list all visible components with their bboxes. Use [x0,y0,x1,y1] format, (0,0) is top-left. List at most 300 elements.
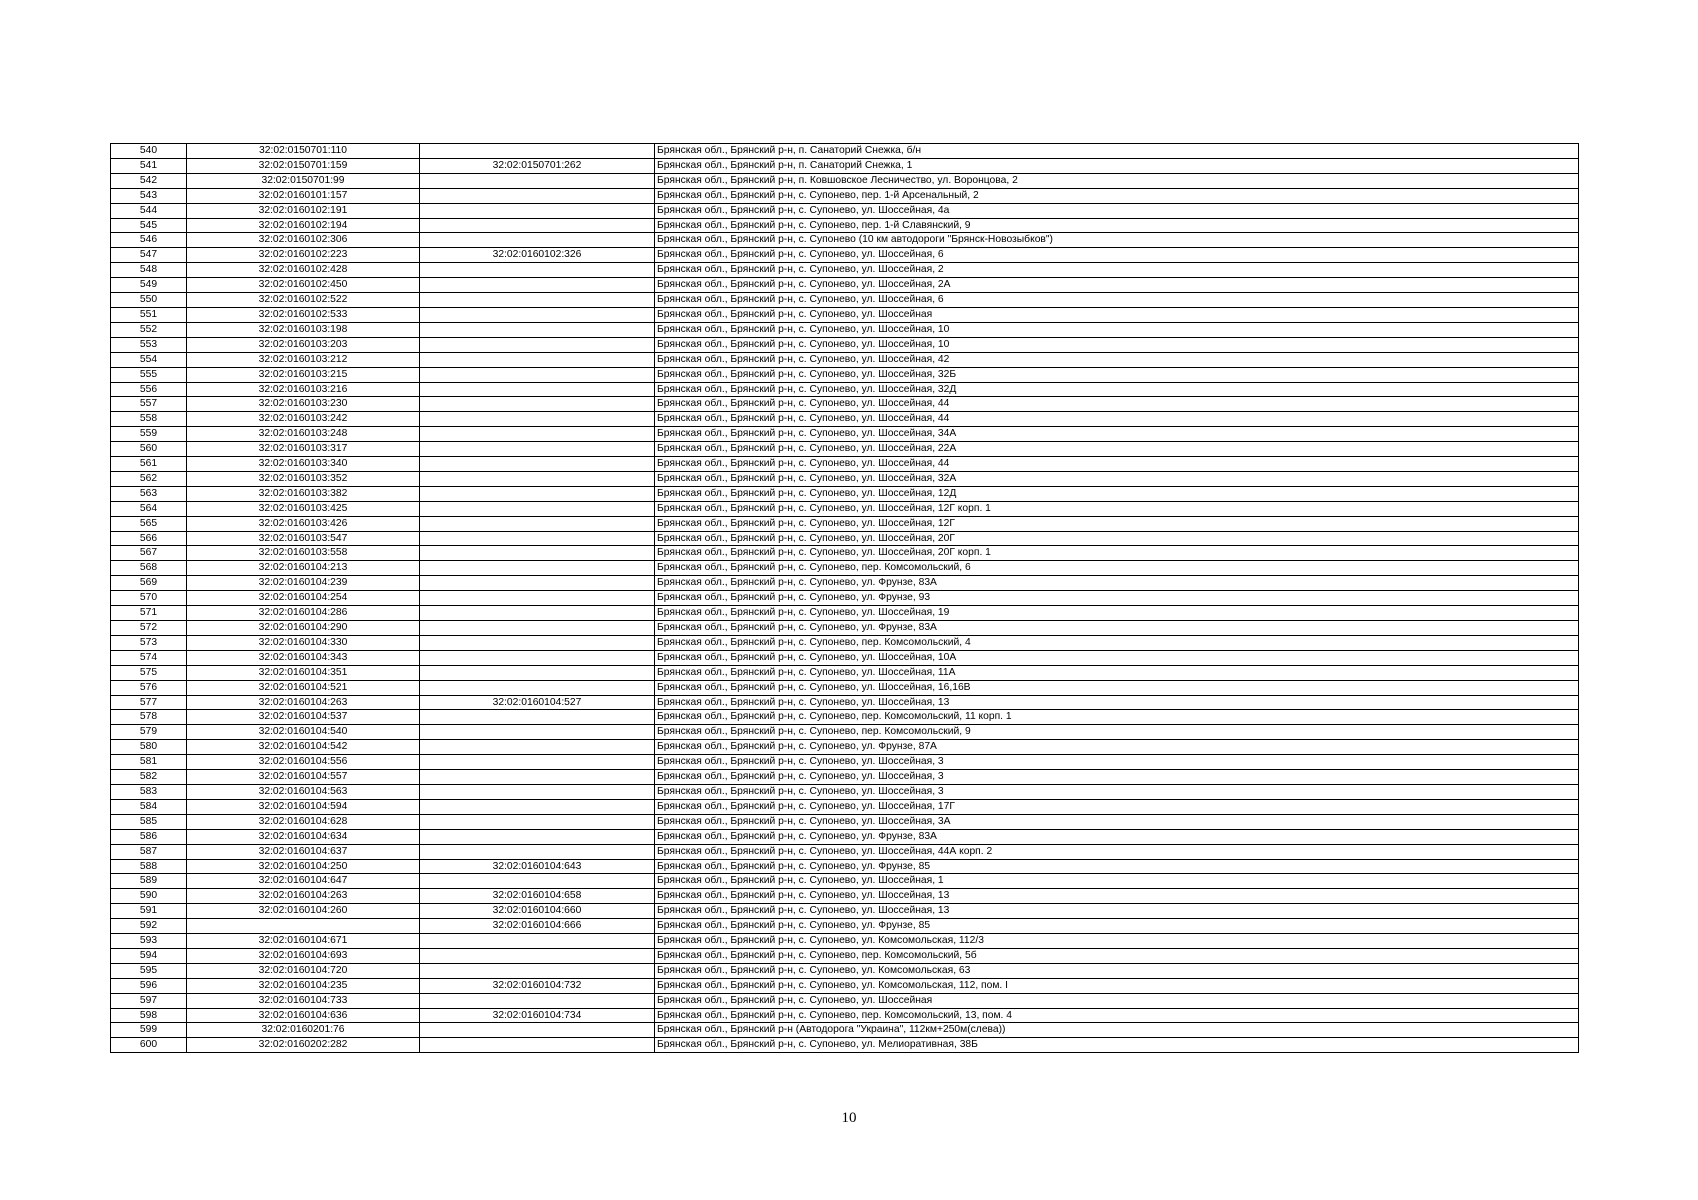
row-number-cell: 596 [111,978,187,993]
cadastral-number-cell: 32:02:0160201:76 [187,1023,420,1038]
row-number-cell: 597 [111,993,187,1008]
cadastral-number-cell: 32:02:0160104:290 [187,621,420,636]
address-cell: Брянская обл., Брянский р-н, с. Супонево, ул. Шоссейная, 19 [655,606,1579,621]
cadastral-number-cell: 32:02:0160104:263 [187,695,420,710]
row-number-cell: 575 [111,665,187,680]
related-cadastral-number-cell [420,442,655,457]
address-cell: Брянская обл., Брянский р-н, с. Супонево, ул. Фрунзе, 83А [655,829,1579,844]
row-number-cell: 541 [111,158,187,173]
table-row [111,561,1579,576]
row-number-cell: 552 [111,322,187,337]
cadastral-number-cell: 32:02:0160104:636 [187,1008,420,1023]
table-row [111,993,1579,1008]
table-row [111,665,1579,680]
row-number-cell: 600 [111,1038,187,1053]
table-row [111,248,1579,263]
cadastral-number-cell: 32:02:0160104:720 [187,963,420,978]
row-number-cell: 551 [111,307,187,322]
address-cell: Брянская обл., Брянский р-н, с. Супонево, ул. Фрунзе, 85 [655,919,1579,934]
address-cell: Брянская обл., Брянский р-н, с. Супонево, ул. Шоссейная, 12Г корп. 1 [655,501,1579,516]
row-number-cell: 568 [111,561,187,576]
related-cadastral-number-cell [420,934,655,949]
table-row [111,263,1579,278]
cadastral-number-cell: 32:02:0160102:306 [187,233,420,248]
table-row [111,963,1579,978]
address-cell: Брянская обл., Брянский р-н, с. Супонево, ул. Комсомольская, 112, пом. I [655,978,1579,993]
address-cell: Брянская обл., Брянский р-н, с. Супонево, ул. Шоссейная, 1 [655,874,1579,889]
row-number-cell: 595 [111,963,187,978]
table-row [111,531,1579,546]
table-row [111,322,1579,337]
related-cadastral-number-cell [420,144,655,159]
related-cadastral-number-cell [420,233,655,248]
row-number-cell: 579 [111,725,187,740]
row-number-cell: 599 [111,1023,187,1038]
address-cell: Брянская обл., Брянский р-н, с. Супонево, ул. Шоссейная, 11А [655,665,1579,680]
table-row [111,919,1579,934]
address-cell: Брянская обл., Брянский р-н, п. Санаторий Снежка, б/н [655,144,1579,159]
address-cell: Брянская обл., Брянский р-н, с. Супонево, ул. Шоссейная, 22А [655,442,1579,457]
table-row [111,755,1579,770]
row-number-cell: 542 [111,173,187,188]
table-row [111,978,1579,993]
address-cell: Брянская обл., Брянский р-н, с. Супонево, ул. Шоссейная, 6 [655,248,1579,263]
cadastral-number-cell: 32:02:0160102:522 [187,293,420,308]
address-cell: Брянская обл., Брянский р-н, с. Супонево, ул. Шоссейная, 13 [655,904,1579,919]
address-cell: Брянская обл., Брянский р-н, с. Супонево, ул. Шоссейная, 44А корп. 2 [655,844,1579,859]
row-number-cell: 598 [111,1008,187,1023]
table-row [111,829,1579,844]
cadastral-number-cell: 32:02:0160104:557 [187,770,420,785]
address-cell: Брянская обл., Брянский р-н, с. Супонево, пер. Комсомольский, 9 [655,725,1579,740]
table-row [111,307,1579,322]
related-cadastral-number-cell [420,486,655,501]
address-cell: Брянская обл., Брянский р-н, с. Супонево, ул. Шоссейная, 42 [655,352,1579,367]
cadastral-number-cell: 32:02:0160104:254 [187,591,420,606]
related-cadastral-number-cell [420,427,655,442]
table-row [111,934,1579,949]
table-row [111,471,1579,486]
address-cell: Брянская обл., Брянский р-н, с. Супонево, ул. Шоссейная, 3 [655,770,1579,785]
address-cell: Брянская обл., Брянский р-н, с. Супонево, ул. Шоссейная, 44 [655,457,1579,472]
row-number-cell: 566 [111,531,187,546]
address-cell: Брянская обл., Брянский р-н, с. Супонево, ул. Фрунзе, 93 [655,591,1579,606]
row-number-cell: 549 [111,278,187,293]
related-cadastral-number-cell [420,352,655,367]
table-row [111,233,1579,248]
table-row [111,397,1579,412]
address-cell: Брянская обл., Брянский р-н, с. Супонево, пер. 1-й Славянский, 9 [655,218,1579,233]
table-row [111,591,1579,606]
cadastral-number-cell: 32:02:0160102:194 [187,218,420,233]
cadastral-number-cell: 32:02:0160102:191 [187,203,420,218]
cadastral-number-cell: 32:02:0160202:282 [187,1038,420,1053]
cadastral-number-cell: 32:02:0160104:628 [187,814,420,829]
address-cell: Брянская обл., Брянский р-н, с. Супонево, ул. Шоссейная, 2А [655,278,1579,293]
table-row [111,814,1579,829]
cadastral-number-cell: 32:02:0160104:521 [187,680,420,695]
related-cadastral-number-cell: 32:02:0160104:643 [420,859,655,874]
related-cadastral-number-cell [420,576,655,591]
row-number-cell: 565 [111,516,187,531]
cadastral-number-cell: 32:02:0160103:212 [187,352,420,367]
cadastral-number-cell: 32:02:0160104:733 [187,993,420,1008]
address-cell: Брянская обл., Брянский р-н, с. Супонево, пер. Комсомольский, 4 [655,635,1579,650]
related-cadastral-number-cell [420,278,655,293]
table-row [111,203,1579,218]
row-number-cell: 585 [111,814,187,829]
cadastral-table [110,143,1579,1053]
related-cadastral-number-cell [420,322,655,337]
address-cell: Брянская обл., Брянский р-н, с. Супонево, ул. Шоссейная, 13 [655,889,1579,904]
related-cadastral-number-cell [420,397,655,412]
cadastral-number-cell: 32:02:0160104:213 [187,561,420,576]
table-row [111,770,1579,785]
row-number-cell: 555 [111,367,187,382]
cadastral-number-cell: 32:02:0160103:425 [187,501,420,516]
address-cell: Брянская обл., Брянский р-н, с. Супонево, ул. Фрунзе, 85 [655,859,1579,874]
cadastral-number-cell: 32:02:0160104:260 [187,904,420,919]
row-number-cell: 558 [111,412,187,427]
row-number-cell: 591 [111,904,187,919]
row-number-cell: 557 [111,397,187,412]
table-row [111,546,1579,561]
address-cell: Брянская обл., Брянский р-н, с. Супонево, ул. Шоссейная, 10 [655,337,1579,352]
row-number-cell: 545 [111,218,187,233]
related-cadastral-number-cell [420,382,655,397]
row-number-cell: 553 [111,337,187,352]
row-number-cell: 580 [111,740,187,755]
table-row [111,799,1579,814]
table-row [111,725,1579,740]
table-row [111,635,1579,650]
cadastral-number-cell: 32:02:0150701:99 [187,173,420,188]
related-cadastral-number-cell [420,263,655,278]
cadastral-number-cell: 32:02:0160104:263 [187,889,420,904]
related-cadastral-number-cell: 32:02:0160104:660 [420,904,655,919]
row-number-cell: 571 [111,606,187,621]
cadastral-number-cell: 32:02:0160103:248 [187,427,420,442]
related-cadastral-number-cell [420,188,655,203]
related-cadastral-number-cell [420,755,655,770]
related-cadastral-number-cell [420,725,655,740]
related-cadastral-number-cell [420,173,655,188]
row-number-cell: 546 [111,233,187,248]
address-cell: Брянская обл., Брянский р-н (Автодорога "Украина", 112км+250м(слева)) [655,1023,1579,1038]
table-row [111,367,1579,382]
address-cell: Брянская обл., Брянский р-н, с. Супонево, ул. Мелиоративная, 38Б [655,1038,1579,1053]
address-cell: Брянская обл., Брянский р-н, с. Супонево, ул. Шоссейная, 6 [655,293,1579,308]
table-row [111,1038,1579,1053]
row-number-cell: 586 [111,829,187,844]
row-number-cell: 594 [111,948,187,963]
row-number-cell: 582 [111,770,187,785]
address-cell: Брянская обл., Брянский р-н, с. Супонево, ул. Шоссейная, 2 [655,263,1579,278]
related-cadastral-number-cell [420,457,655,472]
related-cadastral-number-cell [420,680,655,695]
related-cadastral-number-cell [420,412,655,427]
row-number-cell: 587 [111,844,187,859]
address-cell: Брянская обл., Брянский р-н, с. Супонево, ул. Шоссейная, 44 [655,412,1579,427]
address-cell: Брянская обл., Брянский р-н, с. Супонево, ул. Шоссейная, 44 [655,397,1579,412]
row-number-cell: 560 [111,442,187,457]
cadastral-number-cell: 32:02:0160104:239 [187,576,420,591]
cadastral-number-cell: 32:02:0160104:235 [187,978,420,993]
cadastral-number-cell: 32:02:0160101:157 [187,188,420,203]
row-number-cell: 559 [111,427,187,442]
cadastral-number-cell: 32:02:0160104:563 [187,784,420,799]
related-cadastral-number-cell [420,606,655,621]
cadastral-number-cell [187,919,420,934]
table-row [111,844,1579,859]
table-row [111,337,1579,352]
address-cell: Брянская обл., Брянский р-н, с. Супонево, ул. Шоссейная [655,307,1579,322]
related-cadastral-number-cell: 32:02:0160104:734 [420,1008,655,1023]
table-row [111,173,1579,188]
related-cadastral-number-cell [420,784,655,799]
row-number-cell: 589 [111,874,187,889]
related-cadastral-number-cell [420,874,655,889]
address-cell: Брянская обл., Брянский р-н, с. Супонево, ул. Шоссейная, 32Д [655,382,1579,397]
address-cell: Брянская обл., Брянский р-н, п. Санаторий Снежка, 1 [655,158,1579,173]
table-row [111,1008,1579,1023]
related-cadastral-number-cell [420,591,655,606]
address-cell: Брянская обл., Брянский р-н, с. Супонево, ул. Шоссейная, 3 [655,784,1579,799]
row-number-cell: 544 [111,203,187,218]
cadastral-number-cell: 32:02:0160103:230 [187,397,420,412]
cadastral-number-cell: 32:02:0160104:286 [187,606,420,621]
row-number-cell: 564 [111,501,187,516]
table-row [111,293,1579,308]
related-cadastral-number-cell [420,650,655,665]
row-number-cell: 583 [111,784,187,799]
related-cadastral-number-cell [420,770,655,785]
row-number-cell: 576 [111,680,187,695]
cadastral-number-cell: 32:02:0160104:647 [187,874,420,889]
related-cadastral-number-cell [420,293,655,308]
cadastral-number-cell: 32:02:0160104:594 [187,799,420,814]
table-row [111,889,1579,904]
row-number-cell: 570 [111,591,187,606]
table-row [111,412,1579,427]
address-cell: Брянская обл., Брянский р-н, с. Супонево, ул. Шоссейная, 3 [655,755,1579,770]
row-number-cell: 561 [111,457,187,472]
cadastral-number-cell: 32:02:0160103:216 [187,382,420,397]
cadastral-number-cell: 32:02:0160104:351 [187,665,420,680]
address-cell: Брянская обл., Брянский р-н, п. Ковшовское Лесничество, ул. Воронцова, 2 [655,173,1579,188]
related-cadastral-number-cell: 32:02:0150701:262 [420,158,655,173]
related-cadastral-number-cell [420,635,655,650]
address-cell: Брянская обл., Брянский р-н, с. Супонево, пер. Комсомольский, 5б [655,948,1579,963]
address-cell: Брянская обл., Брянский р-н, с. Супонево, ул. Шоссейная, 4а [655,203,1579,218]
cadastral-number-cell: 32:02:0160102:223 [187,248,420,263]
table-row [111,904,1579,919]
related-cadastral-number-cell [420,829,655,844]
row-number-cell: 547 [111,248,187,263]
table-row [111,188,1579,203]
cadastral-number-cell: 32:02:0160102:450 [187,278,420,293]
table-row [111,740,1579,755]
related-cadastral-number-cell [420,621,655,636]
related-cadastral-number-cell [420,963,655,978]
related-cadastral-number-cell [420,546,655,561]
row-number-cell: 588 [111,859,187,874]
address-cell: Брянская обл., Брянский р-н, с. Супонево, ул. Шоссейная, 10А [655,650,1579,665]
related-cadastral-number-cell [420,665,655,680]
related-cadastral-number-cell [420,337,655,352]
row-number-cell: 550 [111,293,187,308]
address-cell: Брянская обл., Брянский р-н, с. Супонево, ул. Шоссейная, 34А [655,427,1579,442]
address-cell: Брянская обл., Брянский р-н, с. Супонево, ул. Шоссейная, 12Д [655,486,1579,501]
cadastral-number-cell: 32:02:0160103:426 [187,516,420,531]
cadastral-number-cell: 32:02:0160104:537 [187,710,420,725]
address-cell: Брянская обл., Брянский р-н, с. Супонево, ул. Шоссейная, 3А [655,814,1579,829]
page-number: 10 [841,1110,857,1126]
related-cadastral-number-cell: 32:02:0160104:732 [420,978,655,993]
address-cell: Брянская обл., Брянский р-н, с. Супонево, пер. 1-й Арсенальный, 2 [655,188,1579,203]
table-row [111,158,1579,173]
address-cell: Брянская обл., Брянский р-н, с. Супонево (10 км автодороги "Брянск-Новозыбков") [655,233,1579,248]
row-number-cell: 562 [111,471,187,486]
related-cadastral-number-cell [420,844,655,859]
table-row [111,516,1579,531]
related-cadastral-number-cell [420,1038,655,1053]
cadastral-number-cell: 32:02:0160104:556 [187,755,420,770]
cadastral-number-cell: 32:02:0160104:671 [187,934,420,949]
related-cadastral-number-cell [420,993,655,1008]
table-row [111,144,1579,159]
table-row [111,218,1579,233]
table-row [111,650,1579,665]
cadastral-number-cell: 32:02:0160103:215 [187,367,420,382]
table-row [111,784,1579,799]
row-number-cell: 548 [111,263,187,278]
address-cell: Брянская обл., Брянский р-н, с. Супонево, пер. Комсомольский, 11 корп. 1 [655,710,1579,725]
table-row [111,621,1579,636]
table-row [111,1023,1579,1038]
related-cadastral-number-cell [420,501,655,516]
cadastral-number-cell: 32:02:0160104:542 [187,740,420,755]
table-row [111,695,1579,710]
related-cadastral-number-cell [420,471,655,486]
address-cell: Брянская обл., Брянский р-н, с. Супонево, ул. Шоссейная, 20Г корп. 1 [655,546,1579,561]
table-row [111,710,1579,725]
related-cadastral-number-cell [420,814,655,829]
table-row [111,427,1579,442]
address-cell: Брянская обл., Брянский р-н, с. Супонево, ул. Шоссейная, 32А [655,471,1579,486]
row-number-cell: 573 [111,635,187,650]
cadastral-number-cell: 32:02:0160103:340 [187,457,420,472]
row-number-cell: 593 [111,934,187,949]
address-cell: Брянская обл., Брянский р-н, с. Супонево, ул. Комсомольская, 63 [655,963,1579,978]
address-cell: Брянская обл., Брянский р-н, с. Супонево, ул. Шоссейная, 20Г [655,531,1579,546]
address-cell: Брянская обл., Брянский р-н, с. Супонево, ул. Фрунзе, 83А [655,576,1579,591]
table-row [111,576,1579,591]
cadastral-number-cell: 32:02:0150701:159 [187,158,420,173]
cadastral-number-cell: 32:02:0160103:203 [187,337,420,352]
related-cadastral-number-cell [420,1023,655,1038]
row-number-cell: 563 [111,486,187,501]
table-row [111,457,1579,472]
cadastral-number-cell: 32:02:0160102:533 [187,307,420,322]
address-cell: Брянская обл., Брянский р-н, с. Супонево, ул. Шоссейная, 17Г [655,799,1579,814]
table-row [111,680,1579,695]
row-number-cell: 592 [111,919,187,934]
table-row [111,486,1579,501]
address-cell: Брянская обл., Брянский р-н, с. Супонево, ул. Шоссейная, 32Б [655,367,1579,382]
table-row [111,859,1579,874]
row-number-cell: 581 [111,755,187,770]
row-number-cell: 554 [111,352,187,367]
address-cell: Брянская обл., Брянский р-н, с. Супонево, ул. Фрунзе, 87А [655,740,1579,755]
table-row [111,874,1579,889]
table-row [111,278,1579,293]
related-cadastral-number-cell [420,307,655,322]
cadastral-number-cell: 32:02:0160104:343 [187,650,420,665]
cadastral-number-cell: 32:02:0160103:558 [187,546,420,561]
row-number-cell: 584 [111,799,187,814]
cadastral-number-cell: 32:02:0160104:250 [187,859,420,874]
cadastral-number-cell: 32:02:0160104:693 [187,948,420,963]
cadastral-table-body [111,144,1579,1053]
table-row [111,948,1579,963]
related-cadastral-number-cell [420,948,655,963]
address-cell: Брянская обл., Брянский р-н, с. Супонево, ул. Фрунзе, 83А [655,621,1579,636]
cadastral-number-cell: 32:02:0160103:317 [187,442,420,457]
cadastral-number-cell: 32:02:0160103:198 [187,322,420,337]
related-cadastral-number-cell [420,218,655,233]
table-row [111,501,1579,516]
related-cadastral-number-cell: 32:02:0160104:666 [420,919,655,934]
related-cadastral-number-cell: 32:02:0160102:326 [420,248,655,263]
address-cell: Брянская обл., Брянский р-н, с. Супонево, ул. Шоссейная, 12Г [655,516,1579,531]
row-number-cell: 572 [111,621,187,636]
cadastral-number-cell: 32:02:0160103:547 [187,531,420,546]
row-number-cell: 567 [111,546,187,561]
table-row [111,442,1579,457]
cadastral-number-cell: 32:02:0160102:428 [187,263,420,278]
row-number-cell: 590 [111,889,187,904]
address-cell: Брянская обл., Брянский р-н, с. Супонево, ул. Комсомольская, 112/3 [655,934,1579,949]
cadastral-number-cell: 32:02:0160104:540 [187,725,420,740]
cadastral-number-cell: 32:02:0160104:634 [187,829,420,844]
table-row [111,352,1579,367]
row-number-cell: 540 [111,144,187,159]
cadastral-number-cell: 32:02:0160104:637 [187,844,420,859]
row-number-cell: 578 [111,710,187,725]
related-cadastral-number-cell [420,710,655,725]
related-cadastral-number-cell [420,531,655,546]
table-row [111,606,1579,621]
row-number-cell: 577 [111,695,187,710]
table-row [111,382,1579,397]
related-cadastral-number-cell [420,740,655,755]
cadastral-number-cell: 32:02:0160103:242 [187,412,420,427]
cadastral-number-cell: 32:02:0160103:352 [187,471,420,486]
related-cadastral-number-cell: 32:02:0160104:658 [420,889,655,904]
related-cadastral-number-cell [420,367,655,382]
cadastral-number-cell: 32:02:0160103:382 [187,486,420,501]
related-cadastral-number-cell [420,516,655,531]
related-cadastral-number-cell [420,203,655,218]
address-cell: Брянская обл., Брянский р-н, с. Супонево, ул. Шоссейная, 10 [655,322,1579,337]
address-cell: Брянская обл., Брянский р-н, с. Супонево, ул. Шоссейная, 16,16В [655,680,1579,695]
row-number-cell: 569 [111,576,187,591]
row-number-cell: 556 [111,382,187,397]
row-number-cell: 543 [111,188,187,203]
related-cadastral-number-cell [420,799,655,814]
address-cell: Брянская обл., Брянский р-н, с. Супонево, пер. Комсомольский, 13, пом. 4 [655,1008,1579,1023]
